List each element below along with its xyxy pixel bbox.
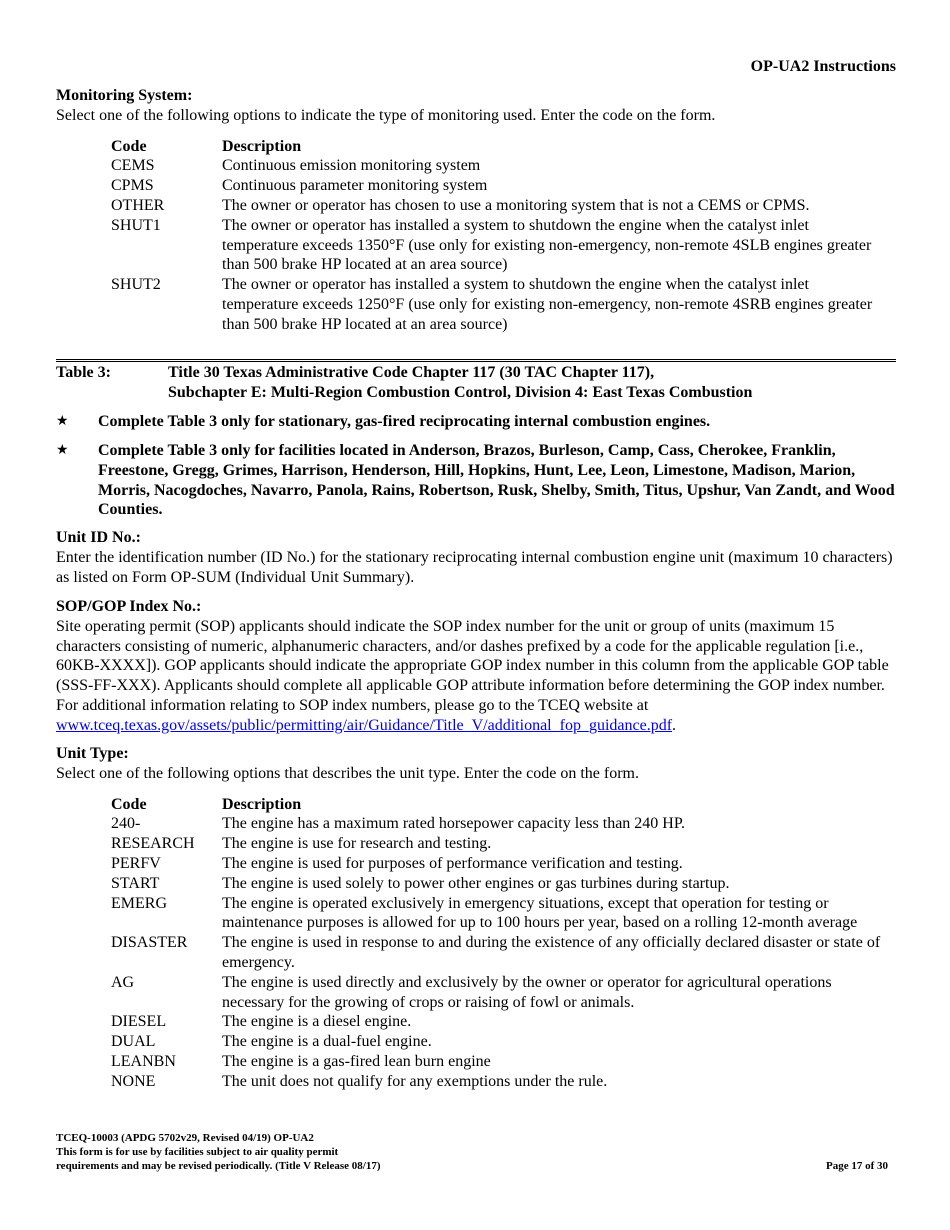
desc-cell: The engine is operated exclusively in emergency situations, except that operation for testing or maintenance purposes is allowed for up to 100 hours per year, based on a rolling 12-month average xyxy=(222,894,858,932)
star-icon: ★ xyxy=(56,413,69,429)
desc-cell: The engine is use for research and testing. xyxy=(222,835,492,853)
col-code-header: Code xyxy=(111,137,147,155)
table-row xyxy=(111,933,882,973)
col-desc-header: Description xyxy=(222,795,302,813)
desc-cell: The owner or operator has installed a system to shutdown the engine when the catalyst inlet temperature exceeds 1250°F (use only for existing non-emergency, non-remote 4SRB engines greater than 500 brake HP located at an area source) xyxy=(222,276,873,333)
footer-form-id: TCEQ-10003 (APDG 5702v29, Revised 04/19) OP-UA2 xyxy=(56,1132,314,1144)
code-cell: NONE xyxy=(111,1072,156,1090)
desc-cell: The engine is a gas-fired lean burn engine xyxy=(222,1052,491,1070)
desc-cell: Continuous parameter monitoring system xyxy=(222,177,488,195)
unit-id-text: Enter the identification number (ID No.) for the stationary reciprocating internal combustion engine unit (maximum 10 characters) as listed on Form OP-SUM (Individual Unit Summary). xyxy=(56,548,893,586)
desc-cell: The engine is used solely to power other engines or gas turbines during startup. xyxy=(222,874,730,892)
table-row xyxy=(111,834,882,854)
table3-label: Table 3: xyxy=(56,364,111,381)
desc-cell: The engine is a diesel engine. xyxy=(222,1013,412,1031)
table-row xyxy=(111,196,882,216)
desc-cell: Continuous emission monitoring system xyxy=(222,157,481,175)
sop-heading: SOP/GOP Index No.: xyxy=(56,598,202,615)
sop-text xyxy=(56,617,896,736)
page-number: Page 17 of 30 xyxy=(825,1160,888,1172)
code-cell: CEMS xyxy=(111,157,155,175)
code-cell: AG xyxy=(111,973,135,991)
code-cell: 240- xyxy=(111,815,141,833)
table-row xyxy=(111,176,882,196)
code-cell: SHUT2 xyxy=(111,276,161,294)
star-icon: ★ xyxy=(56,442,69,458)
code-cell: DIESEL xyxy=(111,1013,167,1031)
table-row xyxy=(111,216,882,275)
bullet-text: Complete Table 3 only for facilities located in Anderson, Brazos, Burleson, Camp, Cass, Cherokee, Franklin, Freestone, Gregg, Grimes, Harrison, Henderson, Hill, Hopkins, Hunt, Lee, Leon, Limestone, Madison, Marion, Morris, Nacogdoches, Navarro, Panola, Rains, Robertson, Rusk, Shelby, Smith, Titus, Upshur, Van Zandt, and Wood Counties. xyxy=(98,442,895,519)
desc-cell: The owner or operator has installed a system to shutdown the engine when the catalyst inlet temperature exceeds 1350°F (use only for existing non-emergency, non-remote 4SLB engines greater than 500 brake HP located at an area source) xyxy=(222,216,872,274)
sop-section xyxy=(56,597,896,736)
col-code-header: Code xyxy=(111,795,147,813)
code-cell: DUAL xyxy=(111,1033,156,1051)
col-desc-header: Description xyxy=(222,137,302,155)
footer-note-line1: This form is for use by facilities subject to air quality permit xyxy=(56,1146,339,1158)
monitoring-intro: Select one of the following options to indicate the type of monitoring used. Enter the code on the form. xyxy=(56,106,716,124)
table-row xyxy=(111,156,882,176)
code-cell: DISASTER xyxy=(111,934,188,952)
desc-cell: The engine is used directly and exclusively by the owner or operator for agricultural operations necessary for the growing of crops or raising of fowl or animals. xyxy=(222,973,832,1011)
bullet-text: Complete Table 3 only for stationary, gas-fired reciprocating internal combustion engines. xyxy=(98,413,711,430)
desc-cell: The unit does not qualify for any exemptions under the rule. xyxy=(222,1072,608,1090)
unit-type-intro: Select one of the following options that describes the unit type. Enter the code on the form. xyxy=(56,764,639,782)
tceq-guidance-link[interactable]: www.tceq.texas.gov/assets/public/permitting/air/Guidance/Title_V/additional_fop_guidance.pdf xyxy=(56,716,673,734)
code-cell: SHUT1 xyxy=(111,216,161,234)
table3-line1: Title 30 Texas Administrative Code Chapter 117 (30 TAC Chapter 117), xyxy=(168,364,655,381)
code-cell: CPMS xyxy=(111,177,154,195)
table-header-row xyxy=(111,795,882,815)
table-row xyxy=(111,814,882,834)
code-cell: EMERG xyxy=(111,894,167,912)
code-cell: RESEARCH xyxy=(111,835,195,853)
desc-cell: The engine is a dual-fuel engine. xyxy=(222,1033,432,1051)
monitoring-code-table xyxy=(111,137,882,335)
desc-cell: The engine has a maximum rated horsepower capacity less than 240 HP. xyxy=(222,815,685,833)
table-row xyxy=(111,874,882,894)
page-footer xyxy=(56,1131,896,1173)
unit-id-section xyxy=(56,528,896,587)
unit-type-code-table xyxy=(111,795,882,1092)
code-cell: START xyxy=(111,874,160,892)
table-row xyxy=(111,854,882,874)
sop-body: Site operating permit (SOP) applicants should indicate the SOP index number for the unit or group of units (maximum 15 characters consisting of numeric, alphanumeric characters, and/or dashes prefixed by a code for the applicable regulation [i.e., 60KB-XXXX]). GOP applicants should indicate the appropriate GOP index number in this column from the applicable GOP table (SSS-FF-XXX). Applicants should complete all applicable GOP attribute information before determining the GOP index number. For additional information relating to SOP index numbers, please go to the TCEQ website at xyxy=(56,617,889,714)
table-row xyxy=(111,1032,882,1052)
unit-type-heading: Unit Type: xyxy=(56,745,129,762)
table-row xyxy=(111,973,882,1013)
code-cell: PERFV xyxy=(111,854,161,872)
monitoring-heading: Monitoring System: xyxy=(56,87,193,104)
table-row xyxy=(111,1012,882,1032)
sop-end: . xyxy=(672,716,677,734)
section-divider xyxy=(56,359,896,362)
unit-type-section xyxy=(56,744,896,1092)
unit-id-heading: Unit ID No.: xyxy=(56,529,141,546)
table-row xyxy=(111,1052,882,1072)
table-header-row xyxy=(111,137,882,157)
footer-note-line2: requirements and may be revised periodically. (Title V Release 08/17) xyxy=(56,1160,381,1172)
code-cell: OTHER xyxy=(111,196,165,214)
desc-cell: The engine is used for purposes of performance verification and testing. xyxy=(222,854,683,872)
monitoring-section xyxy=(56,86,896,335)
table3-heading xyxy=(168,363,896,403)
table-row xyxy=(111,1072,882,1092)
page-header-title: OP-UA2 Instructions xyxy=(750,58,896,75)
table-row xyxy=(111,894,882,934)
code-cell: LEANBN xyxy=(111,1052,176,1070)
table-row xyxy=(111,275,882,334)
desc-cell: The owner or operator has chosen to use a monitoring system that is not a CEMS or CPMS. xyxy=(222,196,810,214)
desc-cell: The engine is used in response to and during the existence of any officially declared disaster or state of emergency. xyxy=(222,934,881,971)
table3-line2: Subchapter E: Multi-Region Combustion Control, Division 4: East Texas Combustion xyxy=(168,383,753,401)
